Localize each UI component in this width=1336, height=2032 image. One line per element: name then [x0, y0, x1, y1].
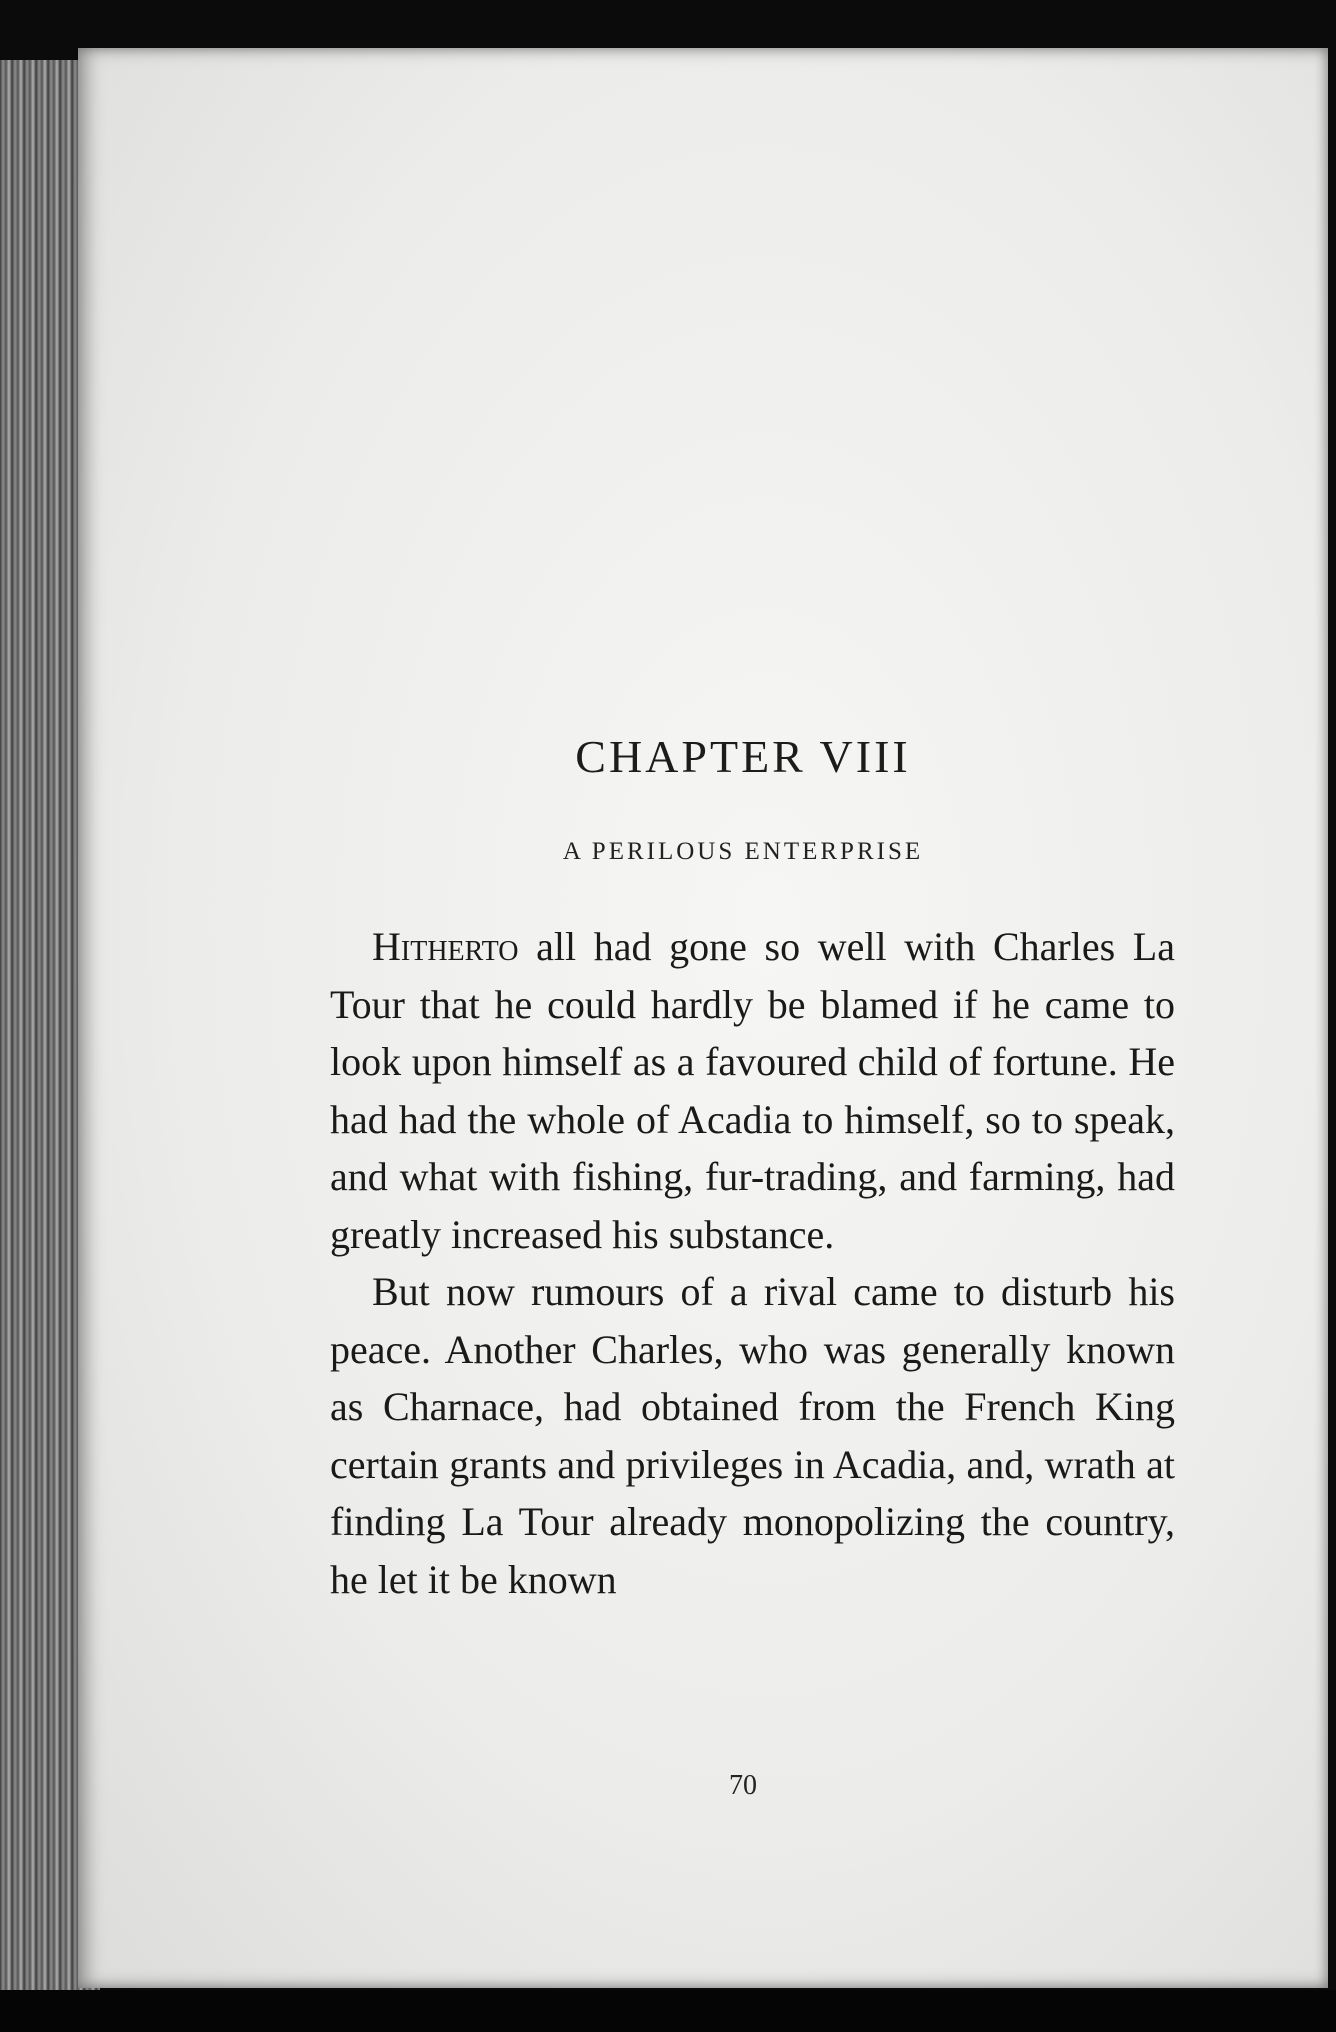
scanner-bottom-edge	[0, 1990, 1336, 2032]
paragraph-2-text: But now rumours of a rival came to disturb his peace. Another Charles, who was generally known as Charnace, had obtained from the French King certain grants and privileges in Acadia, and, wrath at finding La Tour already monopolizing the country, he let it be known	[330, 1269, 1175, 1602]
paragraph-1	[330, 918, 1175, 1263]
paragraph-2	[330, 1263, 1175, 1608]
chapter-subtitle: A PERILOUS ENTERPRISE	[562, 838, 924, 865]
chapter-title: CHAPTER VIII	[575, 731, 911, 782]
paragraph-1-lead: Hitherto	[372, 924, 519, 969]
book-page	[78, 48, 1328, 1988]
paragraph-1-text: all had gone so well with Charles La Tour that he could hardly be blamed if he came to look upon himself as a favoured child of fortune. He had had the whole of Acadia to himself, so to speak, and what with fishing, fur-trading, and farming, had greatly increased his substance.	[330, 924, 1175, 1257]
page-number: 70	[729, 1770, 757, 1801]
body-text	[330, 918, 1175, 1608]
